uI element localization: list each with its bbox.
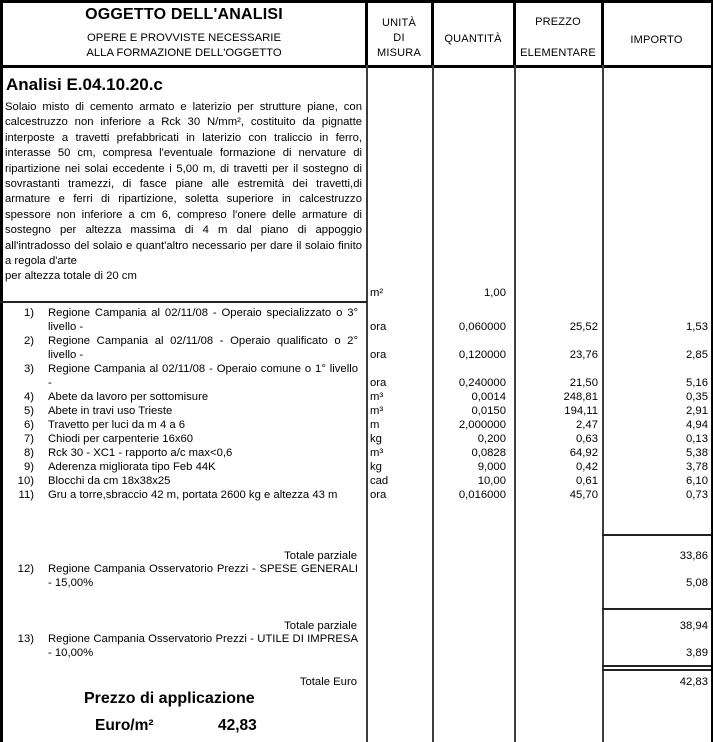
item-number: 4): [23, 391, 34, 403]
subtotal-label: Totale parziale: [284, 550, 357, 562]
item-number: 1): [23, 307, 34, 319]
surcharge-row-utile-impresa: [0, 632, 713, 660]
item-amount: 0,73: [686, 489, 708, 501]
total-euro-label: Totale Euro: [299, 676, 357, 688]
item-description: Regione Campania Osservatorio Prezzi - SPESE GENERALI - 15,00%: [48, 563, 358, 589]
price-application-title: Prezzo di applicazione: [84, 690, 255, 707]
amount-total-double-rule: [602, 669, 711, 671]
item-description: Regione Campania al 02/11/08 - Operaio comune o 1° livello -: [48, 363, 358, 389]
item-description: Regione Campania al 02/11/08 - Operaio specializzato o 3° livello -: [48, 307, 358, 333]
item-quantity: 10,00: [477, 475, 506, 487]
subtotal-value: 33,86: [679, 550, 708, 562]
item-amount: 2,91: [686, 405, 708, 417]
item-number: 6): [23, 419, 34, 431]
amount-subtotal-rule: [602, 608, 711, 610]
column-header-oggetto: OGGETTO DELL'ANALISI: [85, 6, 283, 23]
item-amount: 3,89: [686, 647, 708, 659]
analysis-item-row: [0, 432, 713, 446]
item-description: Aderenza migliorata tipo Feb 44K: [48, 461, 216, 473]
column-header-importo: IMPORTO: [630, 34, 683, 46]
subtotal-row-2: [0, 619, 713, 633]
item-quantity: 0,0014: [471, 391, 506, 403]
analysis-item-row: [0, 334, 713, 362]
analysis-item-row: [0, 446, 713, 460]
item-number: 13): [17, 633, 34, 645]
item-unit: m³: [370, 447, 384, 459]
analysis-item-row: [0, 418, 713, 432]
header-bottom-border: [0, 65, 713, 68]
item-unit-price: 23,76: [569, 349, 598, 361]
item-quantity: 0,0828: [471, 447, 506, 459]
item-description: Abete da lavoro per sottomisure: [48, 391, 209, 403]
column-header-oggetto-subtitle-1: OPERE E PROVVISTE NECESSARIE: [87, 32, 281, 44]
item-description: Gru a torre,sbraccio 42 m, portata 2600 kg e altezza 43 m: [48, 489, 338, 501]
amount-total-double-rule: [602, 665, 711, 667]
subtotal-label: Totale parziale: [284, 620, 357, 632]
item-unit: kg: [370, 433, 382, 445]
analysis-item-row: [0, 404, 713, 418]
item-amount: 1,53: [686, 321, 708, 333]
surcharge-row-spese-generali: [0, 562, 713, 590]
analysis-item-row: [0, 488, 713, 502]
unita-line-1: UNITÀ: [382, 17, 416, 29]
item-unit: kg: [370, 461, 382, 473]
item-unit: ora: [370, 349, 387, 361]
item-unit: m³: [370, 405, 384, 417]
analysis-item-row: [0, 474, 713, 488]
item-description: Chiodi per carpenterie 16x60: [48, 433, 194, 445]
item-unit-price: 21,50: [569, 377, 598, 389]
item-unit-price: 248,81: [563, 391, 598, 403]
item-number: 12): [17, 563, 34, 575]
description-underline: [0, 301, 367, 303]
item-unit-price: 64,92: [569, 447, 598, 459]
item-amount: 0,13: [686, 433, 708, 445]
item-number: 7): [23, 433, 34, 445]
item-description: Regione Campania al 02/11/08 - Operaio qualificato o 2° livello -: [48, 335, 358, 361]
item-amount: 5,08: [686, 577, 708, 589]
item-description: Blocchi da cm 18x38x25: [48, 475, 171, 487]
item-quantity: 0,120000: [458, 349, 506, 361]
item-quantity: 0,060000: [458, 321, 506, 333]
item-quantity: 2,000000: [458, 419, 506, 431]
item-unit-price: 45,70: [569, 489, 598, 501]
item-unit-price: 0,63: [576, 433, 598, 445]
item-unit: ora: [370, 377, 387, 389]
column-header-quantita: QUANTITÀ: [444, 33, 502, 45]
total-euro-value: 42,83: [679, 676, 708, 688]
analysis-code-title: Analisi E.04.10.20.c: [6, 75, 163, 94]
item-unit-price: 2,47: [576, 419, 598, 431]
item-quantity: 0,240000: [458, 377, 506, 389]
item-number: 5): [23, 405, 34, 417]
analysis-item-row: [0, 362, 713, 390]
item-unit: cad: [370, 475, 389, 487]
subtotal-value: 38,94: [679, 620, 708, 632]
item-amount: 2,85: [686, 349, 708, 361]
item-description: Travetto per luci da m 4 a 6: [48, 419, 186, 431]
analysis-item-row: [0, 390, 713, 404]
item-unit-price: 0,42: [576, 461, 598, 473]
item-unit-price: 194,11: [564, 405, 598, 417]
unita-line-3: MISURA: [377, 47, 421, 59]
analysis-item-row: [0, 306, 713, 334]
item-unit-price: 25,52: [569, 321, 598, 333]
item-number: 3): [23, 363, 34, 375]
total-euro-row: [0, 675, 713, 689]
item-unit: m: [370, 419, 380, 431]
item-amount: 6,10: [686, 475, 708, 487]
item-amount: 5,38: [686, 447, 708, 459]
subtotal-row-1: [0, 549, 713, 563]
item-quantity: 0,0150: [471, 405, 506, 417]
item-unit-price: 0,61: [576, 475, 598, 487]
item-amount: 0,35: [686, 391, 708, 403]
analysis-unit: m²: [370, 287, 384, 299]
analysis-quantity: 1,00: [484, 287, 506, 299]
analysis-height-note: per altezza totale di 20 cm: [5, 270, 137, 283]
analysis-item-row: [0, 460, 713, 474]
analysis-items-list: [0, 306, 713, 502]
item-quantity: 0,016000: [458, 489, 506, 501]
item-description: Abete in travi uso Trieste: [48, 405, 173, 417]
unit-price-value: 42,83: [218, 717, 257, 734]
item-unit: m³: [370, 391, 384, 403]
analysis-description: Solaio misto di cemento armato e laterizio per strutture piane, con calcestruzzo non inferiore a Rck 30 N/mm², costituito da pignatte interposte a travetti prefabbricati in laterizio con traliccio in ferro, interasse 50 cm, compresa l'eventuale formazione di nervature di ripartizione nei solai eccedente i 5,00 m, di travetti per il sostegno di sovrastanti tramezzi, di fasce piane alle estremità dei travetti,di armature e ferri di ripartizione, soletta superiore in calcestruzzo spessore non inferiore a cm 6, compreso l'onere delle armature di sostegno per altezza massima di 4 m dal piano di appoggio all'intradosso del solaio e quant'altro necessario per dare il solaio finito a regola d'arte: [5, 101, 362, 268]
table-top-border: [0, 0, 713, 3]
column-header-elementare: ELEMENTARE: [520, 47, 596, 59]
item-number: 2): [23, 335, 34, 347]
unita-line-2: DI: [393, 32, 405, 44]
item-number: 8): [23, 447, 34, 459]
item-amount: 3,78: [686, 461, 708, 473]
item-number: 9): [23, 461, 34, 473]
amount-subtotal-rule: [602, 534, 711, 536]
item-unit: ora: [370, 489, 387, 501]
item-unit: ora: [370, 321, 387, 333]
unit-price-label: Euro/m²: [95, 717, 154, 734]
column-header-prezzo: PREZZO: [535, 16, 581, 28]
item-amount: 4,94: [686, 419, 708, 431]
item-number: 11): [18, 489, 34, 501]
item-description: Regione Campania Osservatorio Prezzi - UTILE DI IMPRESA - 10,00%: [48, 633, 358, 659]
item-quantity: 9,000: [477, 461, 506, 473]
item-description: Rck 30 - XC1 - rapporto a/c max<0,6: [48, 447, 233, 459]
item-quantity: 0,200: [477, 433, 506, 445]
column-header-oggetto-subtitle-2: ALLA FORMAZIONE DELL'OGGETTO: [86, 47, 282, 59]
column-header-unita-misura: [366, 16, 432, 61]
item-amount: 5,16: [686, 377, 708, 389]
item-number: 10): [17, 475, 34, 487]
